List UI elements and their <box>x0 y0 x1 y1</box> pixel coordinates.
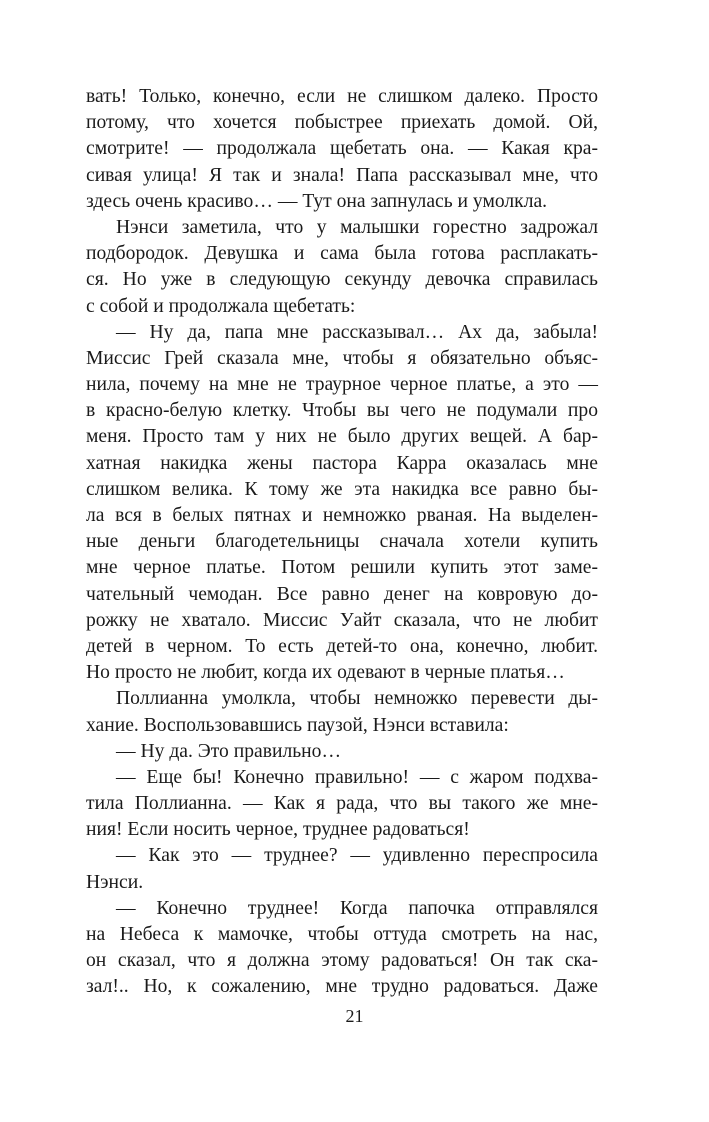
text-line: слишком велика. К тому же эта накидка все равно бы- <box>86 478 598 500</box>
text-line: на Небеса к мамочке, чтобы оттуда смотреть на нас, <box>86 924 598 945</box>
text-line: подбородок. Девушка и сама была готова расплакать- <box>86 243 598 265</box>
text-line: хание. Воспользовавшись паузой, Нэнси вставила: <box>86 714 509 736</box>
text-line: Но просто не любит, когда их одевают в черные платья… <box>86 662 565 684</box>
text-line: Поллианна умолкла, чтобы немножко перевести ды- <box>116 688 598 710</box>
text-line: здесь очень красиво… — Тут она запнулась и умолкла. <box>86 190 548 212</box>
text-line: мне черное платье. Потом решили купить этот заме- <box>86 557 598 579</box>
text-line: ные деньги благодетельницы сначала хотели купить <box>86 531 598 553</box>
text-line: — Как это — труднее? — удивленно переспросила <box>116 845 598 867</box>
text-line: — Еще бы! Конечно правильно! — с жаром подхва- <box>116 766 598 788</box>
text-line: вать! Только, конечно, если не слишком далеко. Просто <box>86 86 598 107</box>
text-line: с собой и продолжала щебетать: <box>86 295 356 317</box>
text-line: — Конечно труднее! Когда папочка отправлялся <box>116 897 598 919</box>
text-line: нила, почему на мне не траурное черное платье, а это — <box>86 374 598 396</box>
text-line: Миссис Грей сказала мне, чтобы я обязательно объяс- <box>86 347 598 369</box>
text-line: в красно-белую клетку. Чтобы вы чего не подумали про <box>86 400 598 422</box>
text-line: меня. Просто там у них не было других вещей. А бар- <box>86 426 598 448</box>
text-line: ния! Если носить черное, труднее радоваться! <box>86 819 470 841</box>
text-line: смотрите! — продолжала щебетать она. — Какая кра- <box>86 138 598 160</box>
text-line: Нэнси. <box>86 871 144 893</box>
text-line: — Ну да, папа мне рассказывал… Ах да, забыла! <box>116 321 598 343</box>
text-line: зал!.. Но, к сожалению, мне трудно радоваться. Даже <box>86 976 598 998</box>
text-line: хатная накидка жены пастора Карра оказалась мне <box>86 452 598 474</box>
text-line: ла вся в белых пятнах и немножко рваная. На выделен- <box>86 505 598 526</box>
text-line: — Ну да. Это правильно… <box>116 740 342 762</box>
text-line: ся. Но уже в следующую секунду девочка справилась <box>86 269 598 291</box>
text-line: он сказал, что я должна этому радоваться! Он так ска- <box>86 950 598 972</box>
text-line: потому, что хочется побыстрее приехать домой. Ой, <box>86 112 598 134</box>
page-number: 21 <box>345 1006 364 1026</box>
text-line: рожку не хватало. Миссис Уайт сказала, что не любит <box>86 609 598 631</box>
text-line: Нэнси заметила, что у малышки горестно задрожал <box>116 216 598 238</box>
text-line: чательный чемодан. Все равно денег на ковровую до- <box>86 583 598 605</box>
text-line: детей в черном. То есть детей-то она, конечно, любит. <box>86 635 598 657</box>
text-line: тила Поллианна. — Как я рада, что вы такого же мне- <box>86 793 598 815</box>
body-text <box>86 84 598 1001</box>
text-line: сивая улица! Я так и знала! Папа рассказывал мне, что <box>86 164 598 186</box>
